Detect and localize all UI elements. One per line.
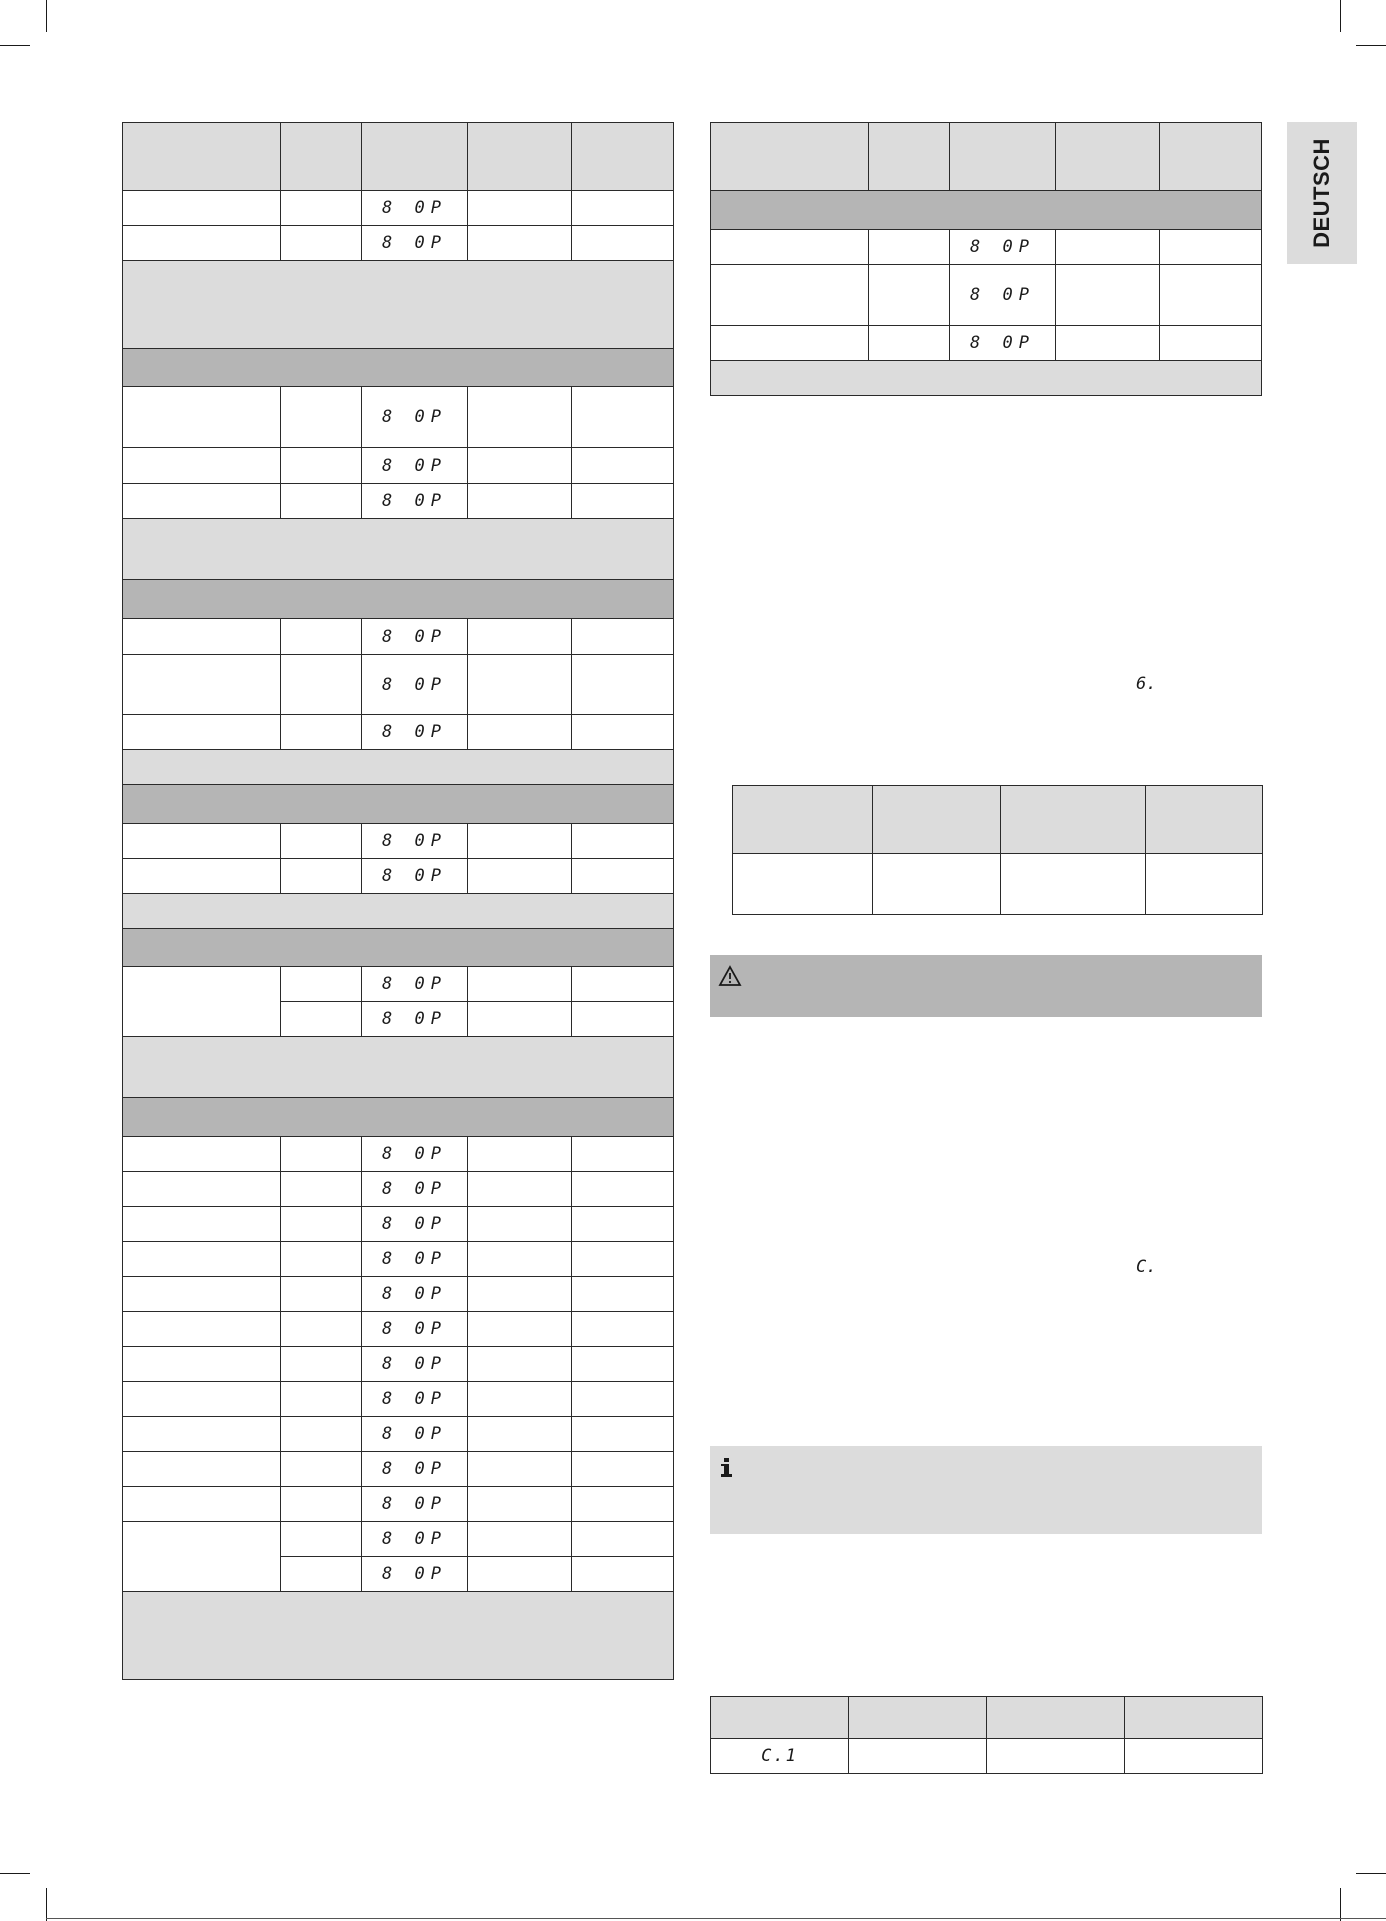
table-row (123, 484, 674, 519)
note-row (123, 261, 674, 349)
table-row (711, 265, 1262, 326)
table-row (123, 1312, 674, 1347)
language-tab-label: DEUTSCH (1309, 138, 1334, 248)
section-header-row (123, 1098, 674, 1137)
crop-mark (1340, 0, 1341, 32)
section-header-row (123, 785, 674, 824)
display-code: 8 0P (382, 866, 447, 886)
display-code: 8 0P (382, 1144, 447, 1164)
segment-symbol-b: C. (1136, 1257, 1157, 1277)
crop-mark (1356, 45, 1386, 46)
note-row (123, 519, 674, 580)
display-code: 8 0P (382, 722, 447, 742)
table-row (711, 1739, 1263, 1774)
note-row (123, 1592, 674, 1680)
left-settings-table (122, 122, 674, 1680)
display-code: 8 0P (382, 626, 447, 647)
display-code: 8 0P (970, 237, 1035, 257)
note-row (123, 894, 674, 929)
bottom-code-table (710, 1696, 1263, 1774)
info-icon (720, 1457, 734, 1479)
table-header-row (711, 123, 1262, 191)
table-row (123, 1522, 674, 1557)
crop-mark (1340, 1888, 1341, 1921)
table-row (123, 859, 674, 894)
display-code: 8 0P (382, 198, 447, 218)
table-header-row (711, 1697, 1263, 1739)
table-row (123, 1172, 674, 1207)
display-code: 8 0P (382, 407, 447, 427)
warning-box (710, 955, 1262, 1017)
display-code: 8 0P (382, 1494, 447, 1514)
display-code: 8 0P (970, 333, 1035, 353)
display-code: 8 0P (382, 1389, 447, 1409)
code-cell: C.1 (761, 1746, 798, 1766)
crop-mark (1356, 1873, 1386, 1874)
display-code: 8 0P (382, 491, 447, 511)
table-row (123, 226, 674, 261)
language-tab[interactable] (1287, 122, 1357, 264)
table-row (711, 230, 1262, 265)
display-code: 8 0P (382, 1354, 447, 1374)
table-row (123, 1137, 674, 1172)
table-row (733, 854, 1263, 915)
table-header-row (733, 786, 1263, 854)
table-row (123, 1277, 674, 1312)
display-code: 8 0P (382, 1249, 447, 1269)
display-code: 8 0P (382, 455, 447, 476)
right-settings-table (710, 122, 1262, 396)
display-code: 8 0P (382, 831, 447, 851)
crop-mark (46, 1888, 47, 1921)
table-header-row (123, 123, 674, 191)
display-code: 8 0P (382, 1179, 447, 1199)
table-row (123, 1487, 674, 1522)
segment-symbol-a: 6. (1136, 674, 1157, 694)
display-code: 8 0P (382, 1529, 447, 1549)
section-header-row (123, 580, 674, 619)
section-header-row (711, 191, 1262, 230)
note-row (123, 750, 674, 785)
table-row (123, 191, 674, 226)
table-row (123, 1382, 674, 1417)
display-code: 8 0P (382, 974, 447, 994)
small-table (732, 785, 1263, 915)
section-header-row (123, 349, 674, 387)
display-code: 8 0P (382, 674, 447, 695)
table-row (123, 655, 674, 715)
table-row (123, 1242, 674, 1277)
table-row (123, 824, 674, 859)
warning-triangle-icon (718, 965, 742, 987)
footer-rule (46, 1918, 1386, 1919)
display-code: 8 0P (382, 1214, 447, 1234)
display-code: 8 0P (382, 1424, 447, 1444)
table-row (123, 967, 674, 1002)
note-row (123, 1037, 674, 1098)
note-row (711, 361, 1262, 396)
table-row (123, 619, 674, 655)
display-code: 8 0P (970, 285, 1035, 305)
crop-mark (0, 1873, 30, 1874)
table-row (123, 448, 674, 484)
display-code: 8 0P (382, 1009, 447, 1029)
crop-mark (0, 45, 30, 46)
display-code: 8 0P (382, 1284, 447, 1304)
display-code: 8 0P (382, 1459, 447, 1479)
display-code: 8 0P (382, 1319, 447, 1339)
table-row (123, 1207, 674, 1242)
info-box (710, 1446, 1262, 1534)
table-row (123, 1452, 674, 1487)
display-code: 8 0P (382, 233, 447, 253)
table-row (123, 1347, 674, 1382)
table-row (711, 326, 1262, 361)
table-row (123, 1417, 674, 1452)
section-header-row (123, 929, 674, 967)
crop-mark (46, 0, 47, 32)
table-row (123, 387, 674, 448)
display-code: 8 0P (382, 1564, 447, 1584)
table-row (123, 715, 674, 750)
